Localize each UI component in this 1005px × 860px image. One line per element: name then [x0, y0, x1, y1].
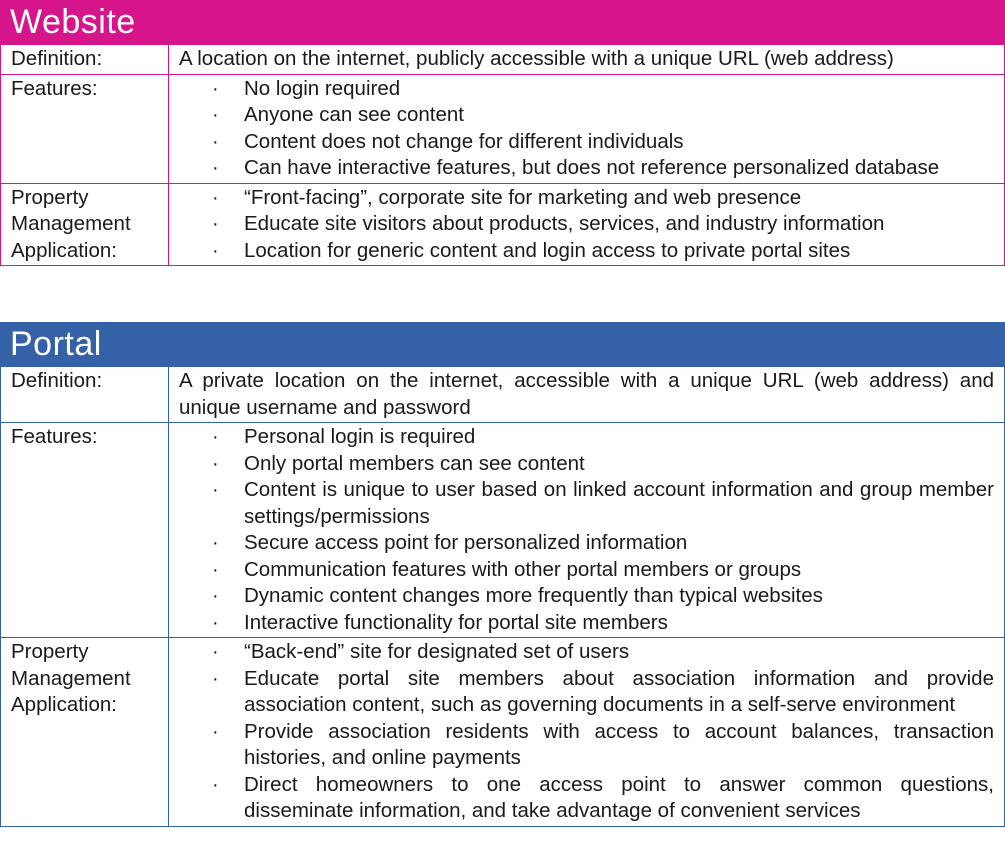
portal-definition-row	[1, 367, 1005, 423]
row-label: Property Management Application:	[1, 183, 169, 266]
list-item: · Only portal members can see content	[179, 451, 994, 478]
list-item: · Communication features with other portal members or groups	[179, 557, 994, 584]
list-item: · Dynamic content changes more frequently than typical websites	[179, 583, 994, 610]
portal-application-row	[1, 638, 1005, 827]
bullet-list	[179, 639, 994, 825]
list-item: · Direct homeowners to one access point to answer common questions, disseminate information, and take advantage of convenient services	[179, 772, 994, 825]
row-text: A private location on the internet, accessible with a unique URL (web address) and unique username and password	[169, 367, 1005, 423]
list-item: · Can have interactive features, but does not reference personalized database	[179, 155, 994, 182]
list-item: · Interactive functionality for portal site members	[179, 610, 994, 637]
portal-table	[0, 366, 1005, 827]
bullet-list	[179, 424, 994, 636]
list-item: · No login required	[179, 76, 994, 103]
list-item: · Provide association residents with access to account balances, transaction histories, and online payments	[179, 719, 994, 772]
website-title: Website	[0, 0, 1005, 44]
list-item: · “Front-facing”, corporate site for marketing and web presence	[179, 185, 994, 212]
row-label: Property Management Application:	[1, 638, 169, 827]
website-section	[0, 0, 1005, 266]
list-item: · Secure access point for personalized information	[179, 530, 994, 557]
row-list-cell	[169, 423, 1005, 638]
list-item: · Anyone can see content	[179, 102, 994, 129]
portal-section	[0, 322, 1005, 827]
bullet-list	[179, 185, 994, 265]
list-item: · Location for generic content and login access to private portal sites	[179, 238, 994, 265]
list-item: · Content is unique to user based on linked account information and group member settings/permissions	[179, 477, 994, 530]
list-item: · Educate portal site members about association information and provide association content, such as governing documents in a self-serve environment	[179, 666, 994, 719]
list-item: · “Back-end” site for designated set of users	[179, 639, 994, 666]
portal-features-row	[1, 423, 1005, 638]
list-item: · Content does not change for different individuals	[179, 129, 994, 156]
row-list-cell	[169, 638, 1005, 827]
website-table	[0, 44, 1005, 266]
website-features-row	[1, 74, 1005, 183]
row-label: Features:	[1, 423, 169, 638]
bullet-list	[179, 76, 994, 182]
website-application-row	[1, 183, 1005, 266]
row-label: Features:	[1, 74, 169, 183]
row-list-cell	[169, 183, 1005, 266]
row-list-cell	[169, 74, 1005, 183]
list-item: · Personal login is required	[179, 424, 994, 451]
row-label: Definition:	[1, 367, 169, 423]
row-text: A location on the internet, publicly accessible with a unique URL (web address)	[169, 45, 1005, 75]
website-definition-row	[1, 45, 1005, 75]
row-label: Definition:	[1, 45, 169, 75]
portal-title: Portal	[0, 322, 1005, 366]
list-item: · Educate site visitors about products, services, and industry information	[179, 211, 994, 238]
